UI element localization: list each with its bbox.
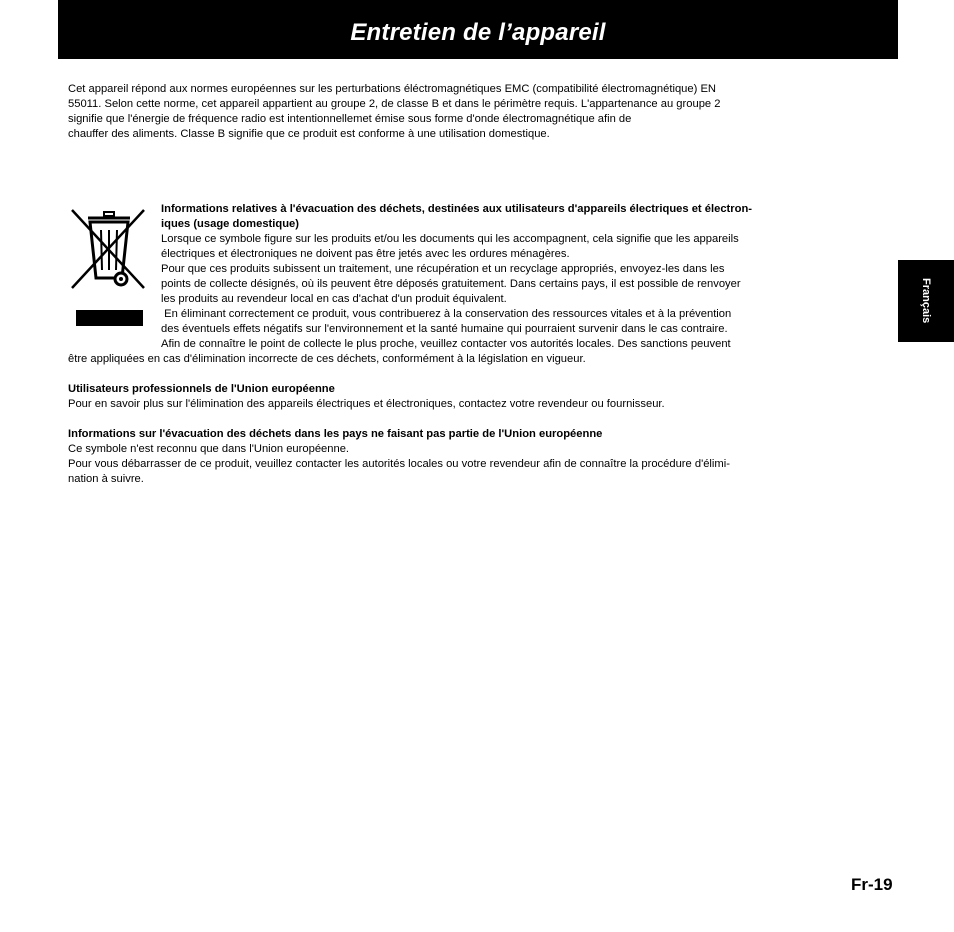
disposal-heading-line: iques (usage domestique): [161, 218, 300, 230]
disposal-line: Pour que ces produits subissent un traitement, une récupération et un recyclage appropriés, envoyez-les dans les: [161, 263, 725, 275]
disposal-heading-line: Informations relatives à l'évacuation des déchets, destinées aux utilisateurs d'appareils électriques et électron-: [161, 203, 753, 215]
header-bar: [58, 0, 898, 59]
intro-paragraph: [68, 82, 720, 142]
page-title: Entretien de l’appareil: [350, 18, 606, 46]
disposal-line: Lorsque ce symbole figure sur les produits et/ou les documents qui les accompagnent, cela signifie que les appareils: [161, 233, 739, 245]
intro-line: chauffer des aliments. Classe B signifie que ce produit est conforme à une utilisation domestique.: [68, 128, 550, 140]
language-tab-label: Français: [920, 278, 932, 324]
non-eu-line: nation à suivre.: [68, 473, 144, 485]
non-eu-line: Pour vous débarrasser de ce produit, veuillez contacter les autorités locales ou votre revendeur afin de connaître la procédure d'élimi-: [68, 458, 730, 470]
disposal-continuation-line: être appliquées en cas d'élimination incorrecte de ces déchets, conformément à la législation en vigueur.: [68, 353, 586, 365]
intro-line: Cet appareil répond aux normes européennes sur les perturbations éléctromagnétiques EMC (compatibilité électromagnétique) EN: [68, 83, 716, 95]
disposal-line: points de collecte désignés, où ils peuvent être déposés gratuitement. Dans certains pays, il est possible de renvoyer: [161, 278, 741, 290]
disposal-line: des éventuels effets négatifs sur l'environnement et la santé humaine qui pourraient survenir dans le cas contraire.: [161, 323, 728, 335]
intro-line: signifie que l'énergie de fréquence radio est intentionnellemet émise sous forme d'onde électromagnétique afin de: [68, 113, 632, 125]
disposal-line: En éliminant correctement ce produit, vous contribuerez à la conservation des ressources vitales et à la prévention: [161, 308, 732, 320]
disposal-continuation: [68, 352, 586, 367]
disposal-line: Afin de connaître le point de collecte le plus proche, veuillez contacter vos autorités locales. Des sanctions peuvent: [161, 338, 731, 350]
disposal-line: les produits au revendeur local en cas d'achat d'un produit équivalent.: [161, 293, 507, 305]
non-eu-section: [68, 427, 730, 487]
professional-heading: Utilisateurs professionnels de l'Union européenne: [68, 383, 335, 395]
intro-line: 55011. Selon cette norme, cet appareil appartient au groupe 2, de classe B et dans le périmètre requis. L'appartenance au groupe 2: [68, 98, 721, 110]
weee-marking-bar: [76, 310, 143, 326]
disposal-section: [161, 202, 752, 352]
language-tab: [898, 260, 954, 342]
professional-section: [68, 382, 665, 412]
page-number: Fr-19: [851, 875, 893, 894]
professional-text: Pour en savoir plus sur l'élimination des appareils électriques et électroniques, contactez votre revendeur ou fournisseur.: [68, 398, 665, 410]
non-eu-heading: Informations sur l'évacuation des déchets dans les pays ne faisant pas partie de l'Union européenne: [68, 428, 603, 440]
crossed-out-wheelie-bin-icon: [68, 206, 148, 292]
non-eu-line: Ce symbole n'est reconnu que dans l'Union européenne.: [68, 443, 350, 455]
disposal-line: électriques et électroniques ne doivent pas être jetés avec les ordures ménagères.: [161, 248, 570, 260]
